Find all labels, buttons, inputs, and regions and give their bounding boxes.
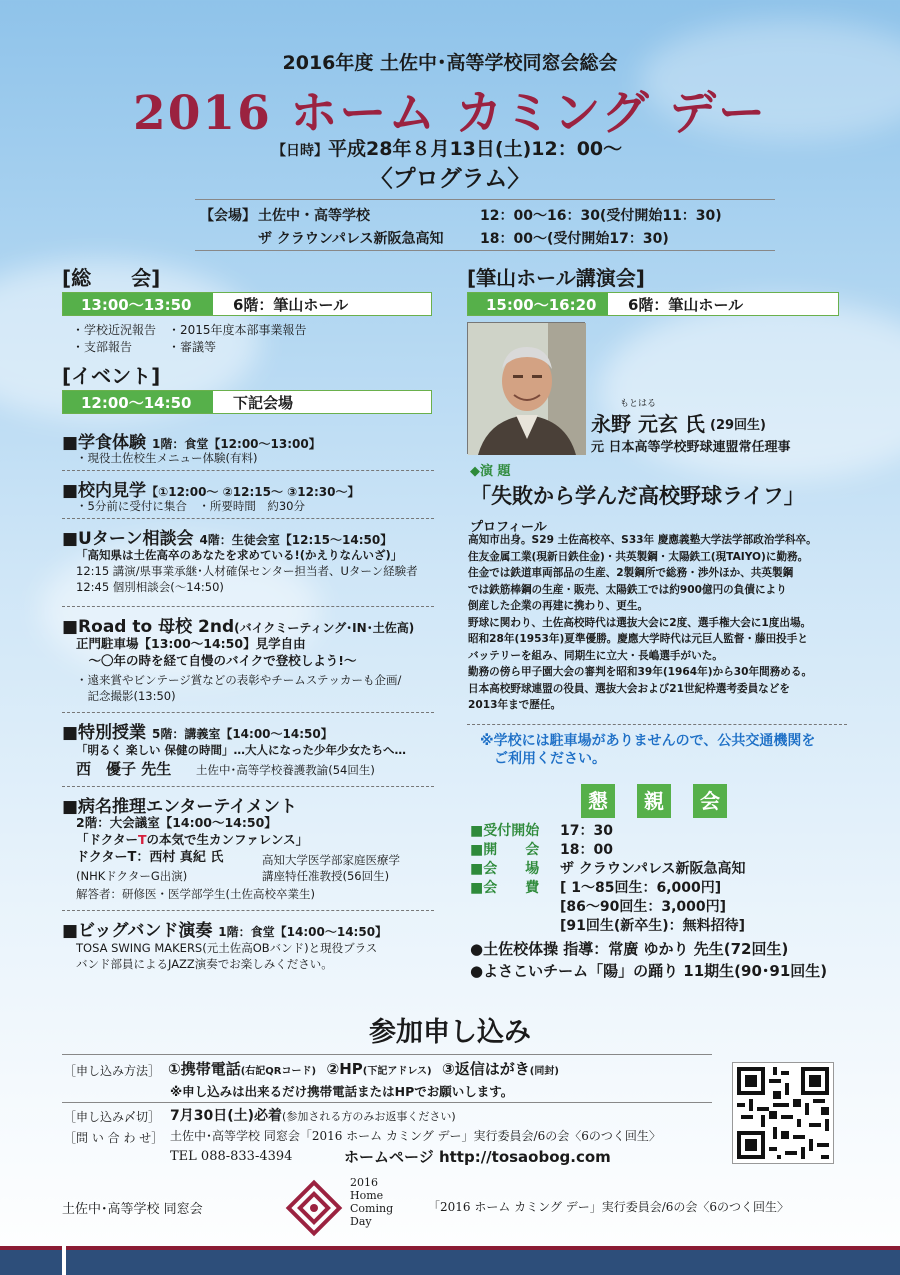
speaker-ruby: もとはる [620, 399, 657, 409]
homepage [344, 1146, 611, 1167]
method-postcard-note: (同封) [529, 1066, 559, 1077]
homepage-url[interactable]: http://tosaobog.com [438, 1148, 611, 1166]
lecture-time: 15:00〜16:20 [468, 293, 608, 315]
konshin-row-value: ザ クラウンパレス新阪急高知 [560, 861, 746, 877]
konshin-row-value: 17：30 [560, 823, 613, 839]
konshinkai-char: 親 [637, 784, 671, 818]
footer-bar-stripe [62, 1246, 66, 1275]
speaker-profile [468, 532, 848, 714]
lecture-heading: [筆山ホール講演会] [467, 266, 645, 290]
konshin-row-label: ■受付開始 [470, 823, 540, 839]
profile-line: バッテリーを組み、同期生に立大・長嶋選手がいた。 [468, 649, 723, 662]
konshin-row-label: ■会 費 [470, 880, 540, 896]
konshin-row [470, 860, 745, 879]
deadline-label: ［申し込み〆切］ [64, 1110, 161, 1124]
qr-code[interactable] [732, 1062, 834, 1164]
event-name: ■Road to 母校 2nd [62, 617, 235, 637]
tel: TEL 088-833-4394 [170, 1149, 293, 1164]
event-sub: (バイクミーティング･IN･土佐高) [234, 621, 415, 635]
profile-line: 勤務の傍ら甲子園大会の審判を昭和39年(1964年)から30年間務める。 [468, 666, 813, 678]
konshin-row [470, 841, 745, 860]
teacher-role: 土佐中･高等学校養護教諭(54回生) [196, 763, 375, 777]
event-line: 12:45 個別相談会(〜14:50) [76, 580, 224, 594]
event-line: 「高知県は土佐高卒のあなたを求めている!(かえりなんいざ)」 [76, 548, 403, 562]
profile-line: 住友金属工業(現新日鉄住金)・共英製鋼・太陽鉄工(現TAIYO)に勤務。 [468, 550, 809, 563]
yosakoi-note: ●よさこいチーム「陽」の踊り 11期生(90･91回生) [470, 962, 828, 980]
apply-heading: 参加申し込み [369, 1017, 531, 1048]
date-label: 【日時】 [272, 143, 328, 159]
event-sub: 5階：講義室【14:00〜14:50】 [151, 727, 333, 741]
event-time-bar [62, 390, 432, 414]
parking-note-1: ※学校には駐車場がありませんので、公共交通機関を [480, 733, 816, 749]
taiso-note: ●土佐校体操 指導：常廣 ゆかり 先生(72回生) [470, 940, 789, 958]
konshin-row-value: 18：00 [560, 842, 613, 858]
event-line: 「明るく 楽しい 保健の時間」…大人になった少年少女たちへ… [76, 743, 407, 757]
speaker-name: 永野 元玄 氏 [591, 412, 705, 436]
event-line: 記念撮影(13:50) [76, 689, 176, 703]
conf-post: の本気で生カンファレンス」 [146, 832, 309, 847]
deadline-note: (参加される方のみお返事ください) [282, 1110, 456, 1123]
event-sub: 1階：食堂【12:00〜13:00】 [151, 437, 321, 451]
logo-line: Day [350, 1215, 372, 1228]
event-line: 正門駐車場【13:00〜14:50】見学自由 [76, 636, 306, 651]
logo-line: 2016 [350, 1176, 378, 1189]
venue-hotel: ザ クラウンパレス新阪急高知 [258, 231, 444, 247]
sokai-time: 13:00〜13:50 [63, 293, 213, 315]
venue-school: 土佐中・高等学校 [258, 208, 370, 224]
sokai-heading: [総 会] [62, 266, 161, 290]
date-value: 平成28年８月13日(土)12：00〜 [328, 138, 623, 160]
method-options [168, 1058, 559, 1079]
venue-hotel-time: 18：00〜(受付開始17：30) [480, 231, 669, 247]
sokai-time-bar [62, 292, 432, 316]
method-label: ［申し込み方法］ [64, 1064, 161, 1078]
method-hp-note: (下記アドレス) [362, 1066, 432, 1077]
event-place: 下記会場 [233, 393, 294, 412]
parking-note-2: ご利用ください。 [494, 751, 606, 767]
method-postcard: ③返信はがき [442, 1060, 530, 1078]
event-sub: 1階：食堂【14:00〜14:50】 [218, 925, 388, 939]
event-name: ■校内見学 [62, 481, 147, 501]
event-name: ■特別授業 [62, 723, 147, 743]
profile-line: 野球に関わり、土佐高校時代は選抜大会に2度、選手権大会に1度出場。 [468, 616, 812, 629]
doctor-name: ドクターT：西村 真紀 氏 [76, 850, 224, 865]
event-line: ・現役土佐校生メニュー体験(有料) [76, 451, 258, 465]
event-line: バンド部員によるJAZZ演奏でお楽しみください。 [76, 957, 333, 971]
doctor-note: (NHKドクターG出演) [76, 869, 188, 883]
konshinkai-details [470, 822, 745, 936]
konshin-row-label: ■開 会 [470, 842, 540, 858]
logo-line: Coming [350, 1202, 394, 1215]
event-sub: 【①12:00〜 ②12:15〜 ③12:30〜】 [146, 485, 360, 499]
lecture-place: 6階：筆山ホール [628, 295, 744, 314]
lecture-theme: 「失敗から学んだ高校野球ライフ」 [470, 484, 805, 508]
deadline-date: 7月30日(土)必着 [170, 1108, 283, 1124]
event-date [272, 134, 622, 161]
teacher-name: 西 優子 先生 [76, 760, 172, 778]
deadline [170, 1105, 456, 1125]
theme-label: ◆演 題 [470, 464, 511, 479]
konshin-fee-2: [86〜90回生：3,000円] [560, 899, 727, 915]
event-name: ■Uターン相談会 [62, 529, 194, 549]
event-subtitle: 2016年度 土佐中･高等学校同窓会総会 [282, 52, 618, 74]
event-line: TOSA SWING MAKERS(元土佐高OBバンド)と現役ブラス [76, 941, 378, 955]
venue-label: 【会場】 [200, 208, 256, 224]
event-heading: [イベント] [62, 364, 161, 388]
event-line: 12:15 講演/県事業承継･人材確保センター担当者、Uターン経験者 [76, 564, 418, 578]
event-line: 2階：大会議室【14:00〜14:50】 [76, 815, 277, 830]
program-heading: 〈プログラム〉 [369, 165, 531, 192]
conf-pre: 「ドクター [76, 832, 139, 847]
event-title-jugyo [62, 718, 333, 743]
speaker-role: 元 日本高等学校野球連盟常任理事 [591, 440, 791, 455]
speaker-photo [467, 322, 585, 454]
event-line: ・遠来賞やビンテージ賞などの表彰やチームステッカーも企画/ [76, 673, 402, 687]
conf-T: T [138, 832, 147, 847]
contact-label: ［問 い 合 わ せ］ [64, 1131, 164, 1145]
event-line: 〜〇年の時を経て自慢のバイクで登校しよう!〜 [76, 653, 357, 668]
footer-bar-bottom [0, 1250, 900, 1275]
konshin-row [470, 822, 745, 841]
logo-line: Home [350, 1189, 384, 1202]
doctor-role-1: 高知大学医学部家庭医療学 [262, 853, 400, 867]
event-title: 2016 ホーム カミング デー [133, 86, 767, 141]
home-coming-logo [284, 1178, 344, 1238]
event-title-uturn [62, 524, 392, 549]
logo-text [350, 1176, 393, 1228]
profile-line: 昭和28年(1953年)夏準優勝。慶應大学時代は元巨人監督・藤田投手と [468, 633, 808, 645]
event-time: 12:00〜14:50 [63, 391, 213, 413]
profile-line: 倒産した企業の再建に携わり、更生。 [468, 600, 649, 612]
profile-line: では鉄筋棒鋼の生産・販売、太陽鉄工では約900億円の負債により [468, 583, 787, 596]
event-title-bigband [62, 916, 387, 941]
footer-right: 「2016 ホーム カミング デー」実行委員会/6の会〈6のつく回生〉 [428, 1200, 790, 1214]
konshinkai-char: 会 [693, 784, 727, 818]
konshin-fee-3: [91回生(新卒生)：無料招待] [560, 918, 746, 934]
event-title-road [62, 612, 414, 637]
event-line-conference [76, 832, 308, 848]
sokai-items-1: ・学校近況報告 ・2015年度本部事業報告 [72, 323, 307, 337]
method-phone: ①携帯電話 [168, 1060, 241, 1078]
lecture-time-bar [467, 292, 839, 316]
konshin-row-value: [ 1〜85回生：6,000円] [560, 880, 722, 896]
contact: 土佐中･高等学校 同窓会「2016 ホーム カミング デー」実行委員会/6の会〈6のつく回生〉 [170, 1129, 661, 1143]
sokai-place: 6階：筆山ホール [233, 295, 349, 314]
event-name: ■ビッグバンド演奏 [62, 921, 213, 941]
venue-school-time: 12：00〜16：30(受付開始11：30) [480, 208, 722, 224]
event-name: ■学食体験 [62, 433, 147, 453]
konshinkai-heading [581, 784, 727, 818]
event-line: ・5分前に受付に集合 ・所要時間 約30分 [76, 499, 305, 513]
konshin-row [470, 879, 745, 898]
method-hp: ②HP [326, 1060, 363, 1078]
profile-line: 2013年まで歴任。 [468, 699, 562, 711]
homepage-label: ホームページ [344, 1148, 434, 1166]
event-sub: 4階：生徒会室【12:15〜14:50】 [199, 533, 393, 547]
konshin-row-label: ■会 場 [470, 861, 540, 877]
profile-line: 日本高校野球連盟の役員、選抜大会および21世紀枠選考委員などを [468, 682, 790, 695]
event-title-byomei: ■病名推理エンターテイメント [62, 797, 298, 817]
footer-left: 土佐中･高等学校 同窓会 [62, 1202, 203, 1217]
profile-line: 住金では鉄道車両部品の生産、2製鋼所で総務・渉外ほか、共英製鋼 [468, 567, 794, 579]
method-phone-note: (右記QRコード) [240, 1066, 317, 1077]
konshinkai-char: 懇 [581, 784, 615, 818]
profile-label: プロフィール [470, 520, 547, 535]
sokai-items-2: ・支部報告 ・審議等 [72, 340, 217, 354]
method-note: ※申し込みは出来るだけ携帯電話またはHPでお願いします。 [170, 1084, 514, 1099]
doctor-role-2: 講座特任准教授(56回生) [262, 869, 390, 883]
profile-line: 高知市出身。S29 土佐高校卒、S33年 慶應義塾大学法学部政治学科卒。 [468, 534, 817, 546]
event-line: 解答者：研修医・医学部学生(土佐高校卒業生) [76, 887, 315, 901]
speaker-generation: (29回生) [710, 418, 766, 433]
